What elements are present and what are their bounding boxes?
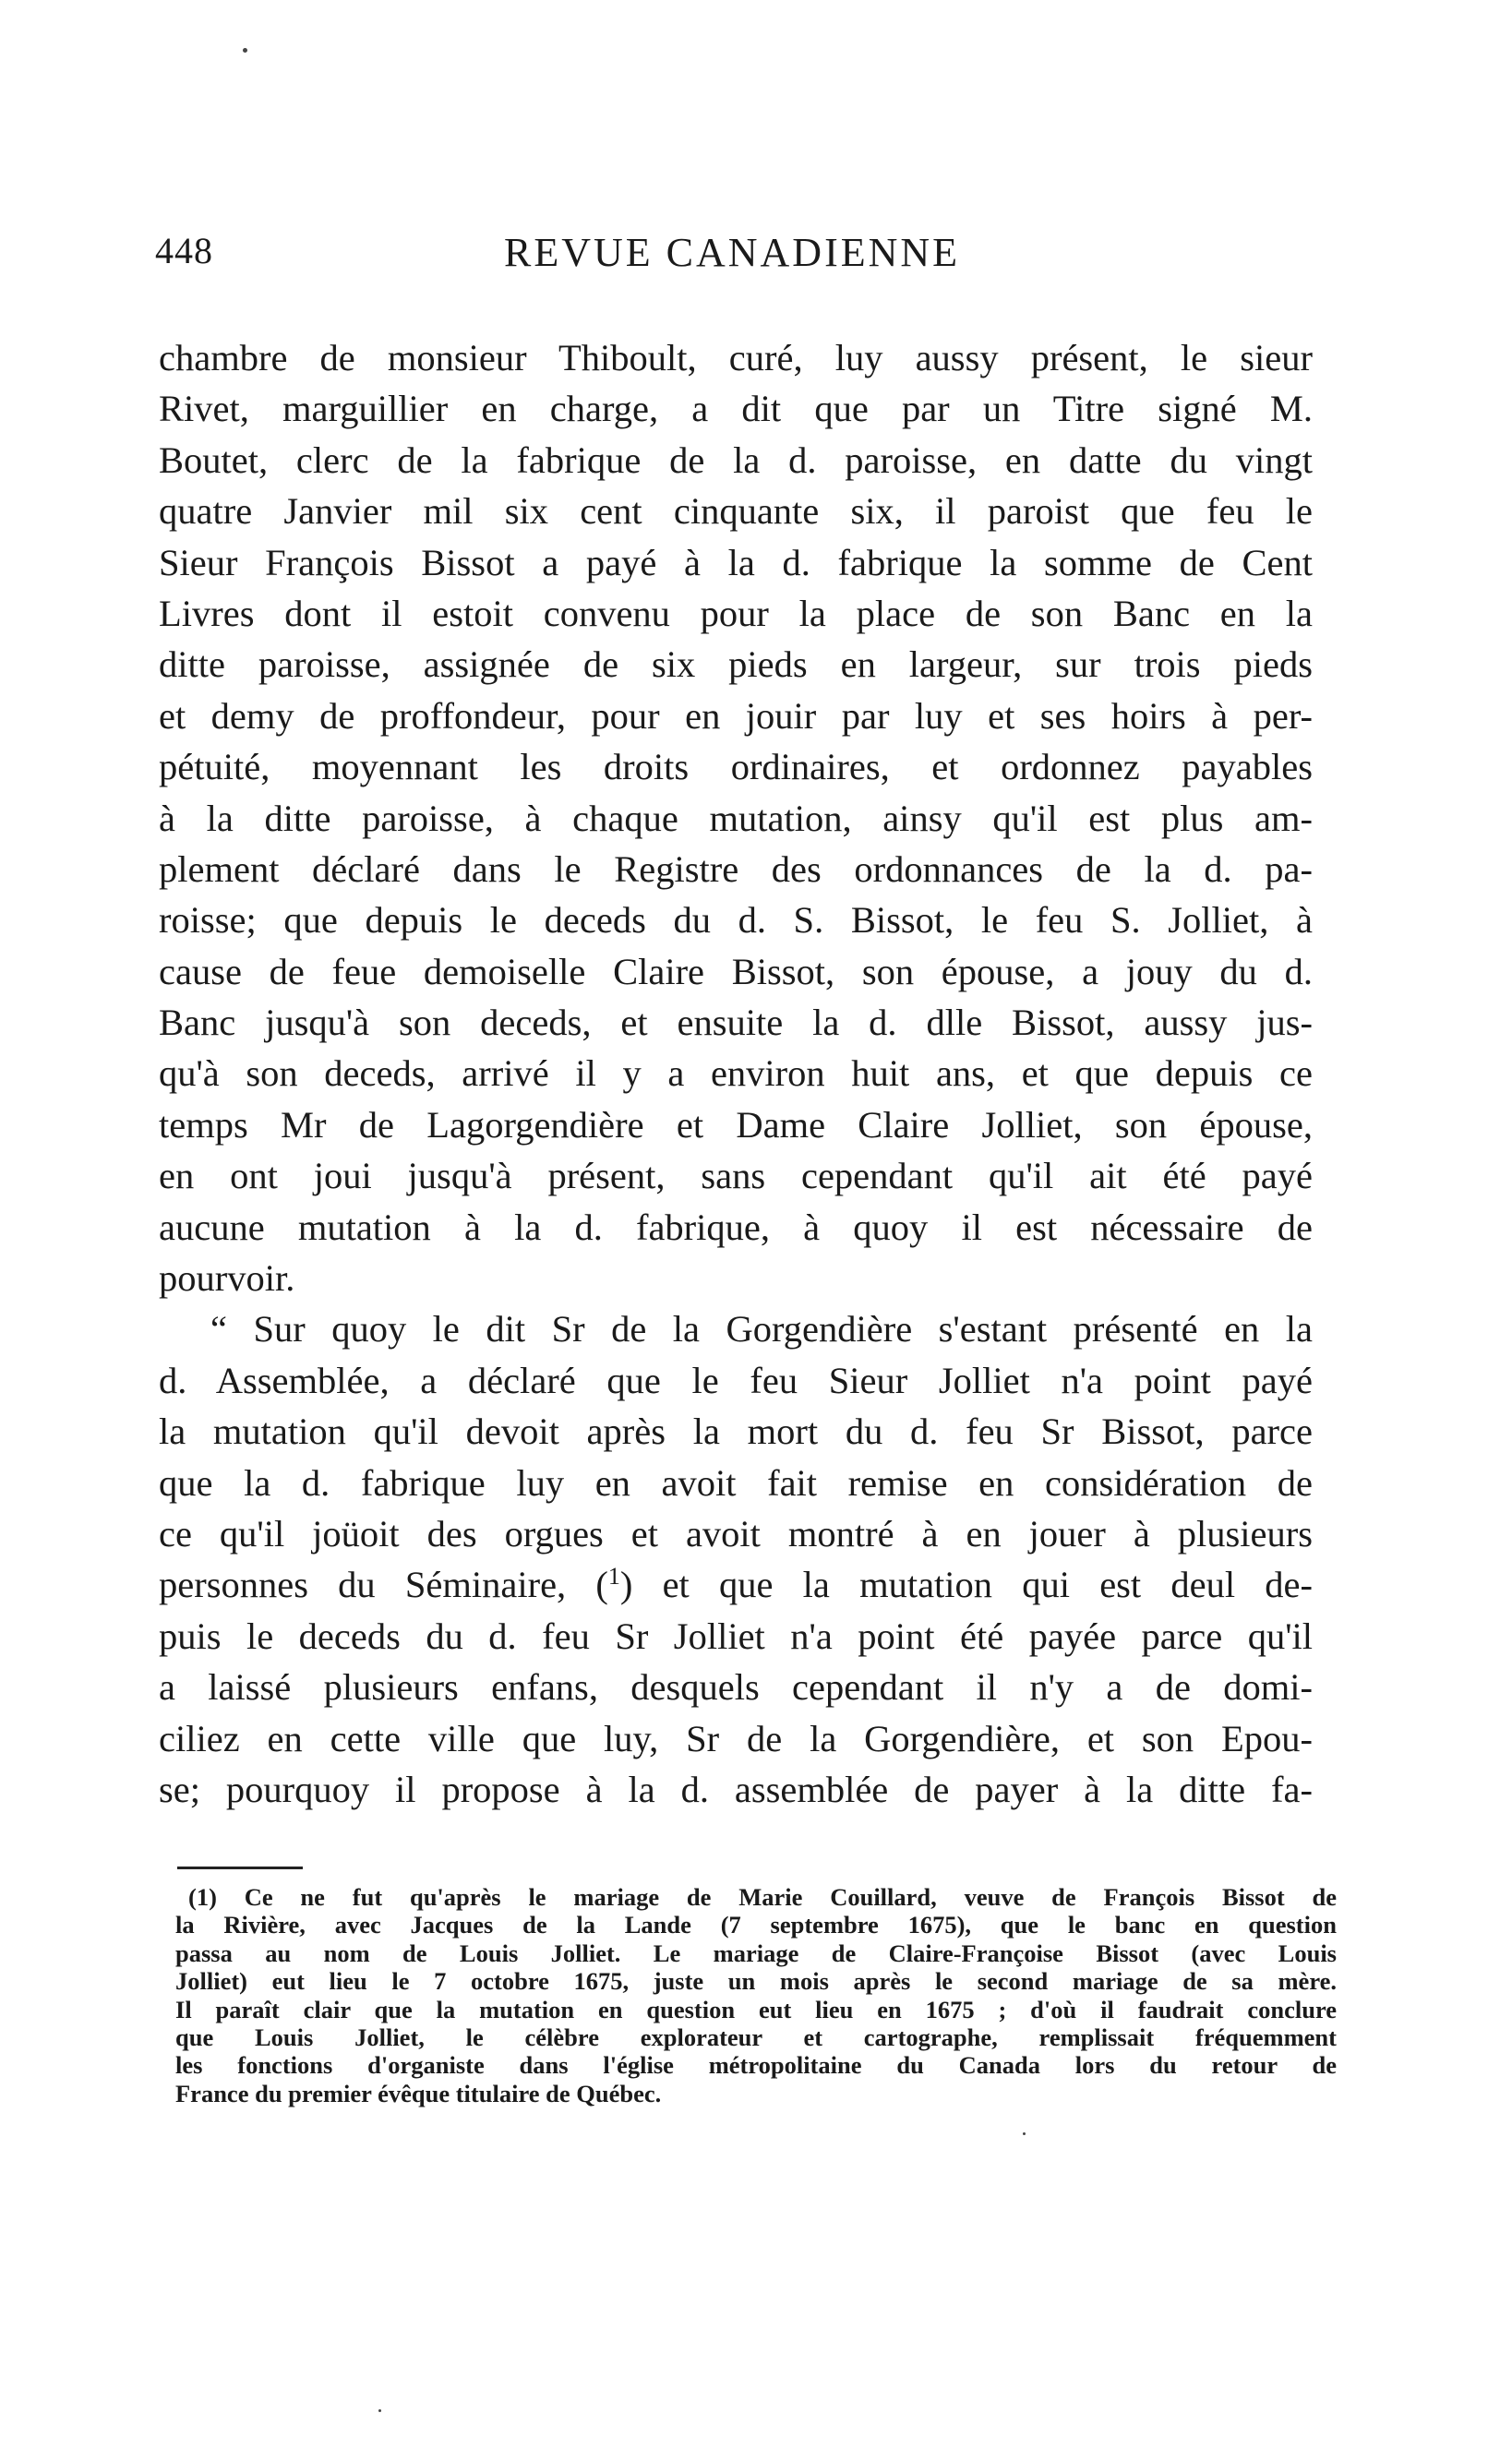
footnote-line: France du premier évêque titulaire de Québec.	[175, 2079, 662, 2107]
footnote-reference: 1	[607, 1563, 620, 1591]
note-ref-close: )	[619, 1564, 633, 1606]
body-line: chambre de monsieur Thiboult, curé, luy aussy présent, le sieur	[159, 337, 1313, 378]
footnote-line: Il paraît clair que la mutation en question eut lieu en 1675 ; d'où il faudrait conclure	[175, 1995, 1337, 2023]
footnote-line: la Rivière, avec Jacques de la Lande (7 septembre 1675), que le banc en question	[175, 1911, 1337, 1939]
page-header	[155, 229, 1309, 294]
body-line: d. Assemblée, a déclaré que le feu Sieur Jolliet n'a point payé	[159, 1359, 1313, 1401]
ink-speck	[243, 48, 247, 53]
body-line: quatre Janvier mil six cent cinquante six, il paroist que feu le	[159, 490, 1313, 533]
ink-speck	[378, 2409, 381, 2412]
body-line: Sieur François Bissot a payé à la d. fabrique la somme de Cent	[159, 541, 1313, 583]
note-ref-open: (	[595, 1564, 608, 1606]
body-line-text: personnes du Séminaire,	[159, 1564, 567, 1606]
body-line: plement déclaré dans le Registre des ordonnances de la d. pa-	[159, 847, 1313, 890]
body-line: cause de feue demoiselle Claire Bissot, son épouse, a jouy du d.	[159, 950, 1313, 992]
body-line: pourvoir.	[159, 1257, 295, 1300]
body-line: se; pourquoy il propose à la d. assemblée de payer à la ditte fa-	[159, 1768, 1313, 1810]
body-line: Livres dont il estoit convenu pour la place de son Banc en la	[159, 592, 1313, 634]
footnote-line: Jolliet) eut lieu le 7 octobre 1675, juste un mois après le second mariage de sa mère.	[175, 1967, 1337, 1996]
body-line: Rivet, marguillier en charge, a dit que par un Titre signé M.	[159, 388, 1313, 430]
footnote-line: que Louis Jolliet, le célèbre explorateur et cartographe, remplissait fréquemment	[175, 2023, 1337, 2051]
body-line: Boutet, clerc de la fabrique de la d. paroisse, en datte du vingt	[159, 438, 1313, 481]
footnote	[175, 1883, 1337, 2107]
body-line: a laissé plusieurs enfans, desquels cependant il n'y a de domi-	[159, 1666, 1313, 1709]
body-line: aucune mutation à la d. fabrique, à quoy il est nécessaire de	[159, 1206, 1313, 1248]
body-line: la mutation qu'il devoit après la mort du d. feu Sr Bissot, parce	[159, 1411, 1313, 1453]
footnote-line: les fonctions d'organiste dans l'église métropolitaine du Canada lors du retour de	[175, 2051, 1337, 2080]
running-title: REVUE CANADIENNE	[503, 230, 961, 275]
body-line: et demy de proffondeur, pour en jouir par luy et ses hoirs à per-	[159, 694, 1313, 737]
body-line: qu'à son deceds, arrivé il y a environ huit ans, et que depuis ce	[159, 1052, 1313, 1095]
page-number: 448	[155, 230, 213, 271]
body-line: ditte paroisse, assignée de six pieds en largeur, sur trois pieds	[159, 643, 1313, 686]
body-line: en ont joui jusqu'à présent, sans cependant qu'il ait été payé	[159, 1155, 1313, 1197]
body-line: roisse; que depuis le deceds du d. S. Bissot, le feu S. Jolliet, à	[159, 899, 1313, 942]
body-text	[159, 332, 1313, 1815]
body-line: que la d. fabrique luy en avoit fait remise en considération de	[159, 1461, 1313, 1504]
body-line: “ Sur quoy le dit Sr de la Gorgendière s'estant présenté en la	[210, 1308, 1313, 1351]
body-line: pétuité, moyennant les droits ordinaires, et ordonnez payables	[159, 746, 1313, 788]
footnote-line: (1) Ce ne fut qu'après le mariage de Marie Couillard, veuve de François Bissot de	[188, 1883, 1337, 1911]
footnote-divider	[177, 1867, 303, 1869]
body-line: à la ditte paroisse, à chaque mutation, ainsy qu'il est plus am-	[159, 797, 1313, 839]
body-line: puis le deceds du d. feu Sr Jolliet n'a point été payée parce qu'il	[159, 1615, 1313, 1657]
body-line: Banc jusqu'à son deceds, et ensuite la d. dlle Bissot, aussy jus-	[159, 1002, 1313, 1044]
body-line: temps Mr de Lagorgendière et Dame Claire Jolliet, son épouse,	[159, 1103, 1313, 1146]
footnote-line: passa au nom de Louis Jolliet. Le mariage de Claire-Françoise Bissot (avec Louis	[175, 1939, 1337, 1967]
body-line-text: et que la mutation qui est deul de-	[632, 1564, 1314, 1606]
body-line-with-note-ref	[159, 1559, 1313, 1610]
body-line: ce qu'il joüoit des orgues et avoit montré à en jouer à plusieurs	[159, 1512, 1313, 1555]
ink-speck	[1023, 2132, 1026, 2135]
body-line: ciliez en cette ville que luy, Sr de la Gorgendière, et son Epou-	[159, 1717, 1313, 1759]
